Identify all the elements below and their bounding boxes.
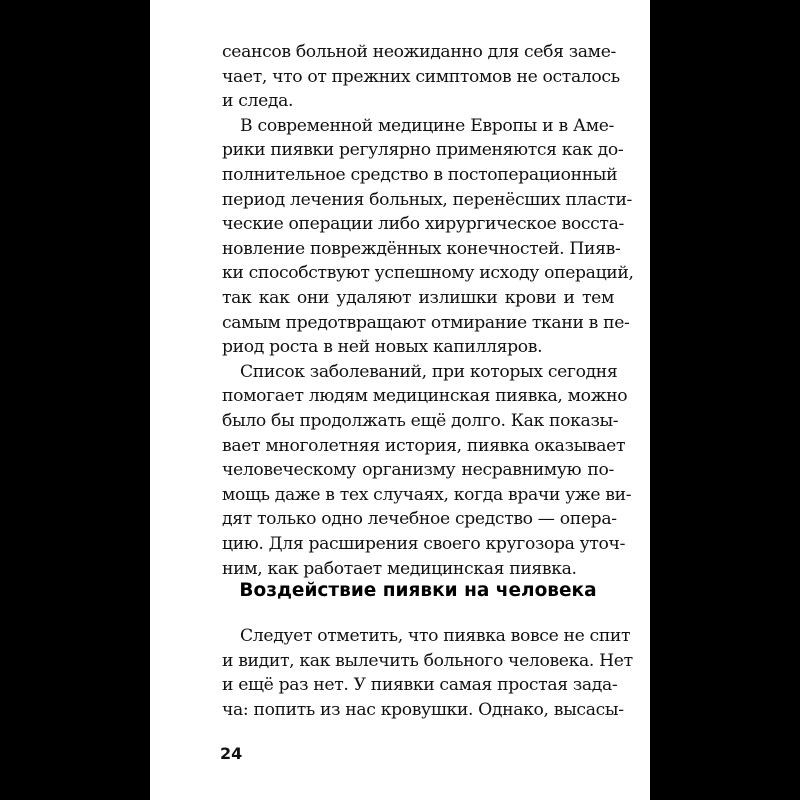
right-dark-border [650,0,800,800]
text-line: самым предотвращают отмирание ткани в пе- [222,312,630,333]
text-line: мощь даже в тех случаях, когда врачи уже ви- [222,484,632,505]
text-line: дят только одно лечебное средство — опера- [222,509,617,530]
text-line: полнительное средство в постоперационный [222,164,618,185]
text-line: риод роста в ней новых капилляров. [222,337,543,358]
paragraph-continuation [222,40,620,114]
text-line: Следует отметить, что пиявка вовсе не спит [240,626,631,646]
text-line: ним, как работает медицинская пиявка. [222,558,577,579]
left-dark-border [0,0,150,800]
text-line: чает, что от прежних симптомов не осталось [222,66,620,87]
text-line: В современной медицине Европы и в Аме- [240,115,614,136]
text-line: так как они удаляют излишки крови и тем [222,287,614,308]
paragraph-disease-list [222,360,632,581]
text-line: новление повреждённых конечностей. Пияв- [222,238,621,259]
text-line: ча: попить из нас кровушки. Однако, высасы- [222,699,624,720]
text-line: вает многолетняя история, пиявка оказывает [222,435,626,456]
text-line: Список заболеваний, при которых сегодня [240,361,618,382]
text-line: цию. Для расширения своего кругозора уточ- [222,533,626,554]
page-number: 24 [220,744,243,763]
text-line: рики пиявки регулярно применяются как до- [222,140,624,161]
text-line: и следа. [222,91,294,112]
text-line: ческие операции либо хирургическое восста- [222,214,624,235]
text-line: и ещё раз нет. У пиявки самая простая зада- [222,675,618,696]
book-page [150,0,650,800]
text-line: сеансов больной неожиданно для себя заме- [222,42,616,62]
paragraph-medicine-europe [222,114,634,360]
text-line: и видит, как вылечить больного человека. Нет [222,650,633,671]
paragraph-leech-task [222,624,633,722]
text-line: ки способствуют успешному исходу операций, [222,263,634,284]
text-line: помогает людям медицинская пиявка, можно [222,386,628,407]
text-line: период лечения больных, перенёсших пласти- [222,189,633,210]
text-line: было бы продолжать ещё долго. Как показы- [222,410,619,431]
text-line: человеческому организму несравнимую по- [222,460,614,481]
section-heading: Воздействие пиявки на человека [239,580,597,601]
